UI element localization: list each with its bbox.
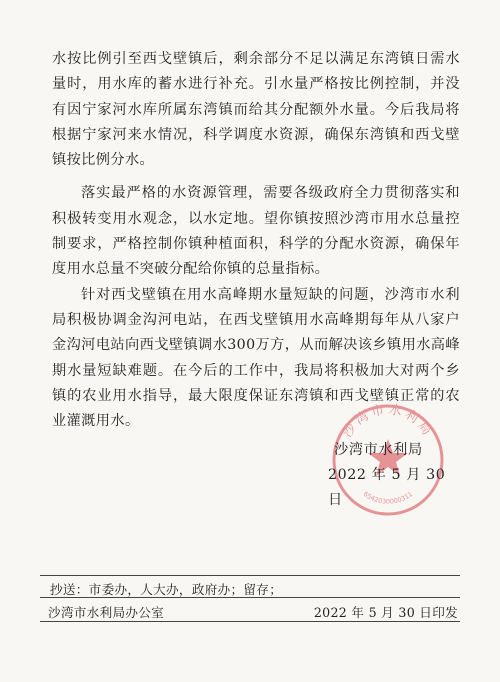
body-paragraph-3: 针对西戈壁镇在用水高峰期水量短缺的问题，沙湾市水利局积极协调金沟河电站，在西戈壁镇用水高峰期每年从八家户金沟河电站向西戈壁镇调水300万方，从而解决该乡镇用水高峰期水量短缺难题。在今后的工作中，我局将积极加大对两个乡镇的农业用水指导，最大限度保证东湾镇和西戈壁镇正常的农业灌溉用水。: [52, 286, 460, 430]
body-paragraph-1: 水按比例引至西戈壁镇后，剩余部分不足以满足东湾镇日需水量时，用水库的蓄水进行补充。引水量严格按比例控制，并没有因宁家河水库所属东湾镇而给其分配额外水量。今后我局将根据宁家河来水情况，科学调度水资源，确保东湾镇和西戈壁镇按比例分水。: [52, 51, 460, 169]
signature-date: 2022 年 5 月 30 日: [328, 467, 446, 508]
footer-top-rule: [40, 575, 460, 576]
print-date: 2022 年 5 月 30 日印发: [313, 605, 458, 620]
seal-code: 6542030000311: [361, 490, 415, 506]
issuing-office: 沙湾市水利局办公室: [48, 605, 165, 620]
signature-org: 沙湾市水利局: [334, 442, 423, 458]
letter-body: [52, 47, 460, 434]
seal-text: 沙湾市水利局: [340, 403, 436, 441]
body-paragraph-2: 落实最严格的水资源管理，需要各级政府全力贯彻落实和积极转变用水观念，以水定地。望你镇按照沙湾市用水总量控制要求，严格控制你镇种植面积，科学的分配水资源，确保年度用水总量不突破分配给你镇的总量指标。: [52, 185, 460, 278]
footer-middle-rule: [40, 597, 460, 598]
cc-line: 抄送：市委办，人大办，政府办；留存；: [50, 582, 283, 597]
signature-block: [320, 438, 450, 513]
footer-bottom-rule: [40, 621, 460, 622]
